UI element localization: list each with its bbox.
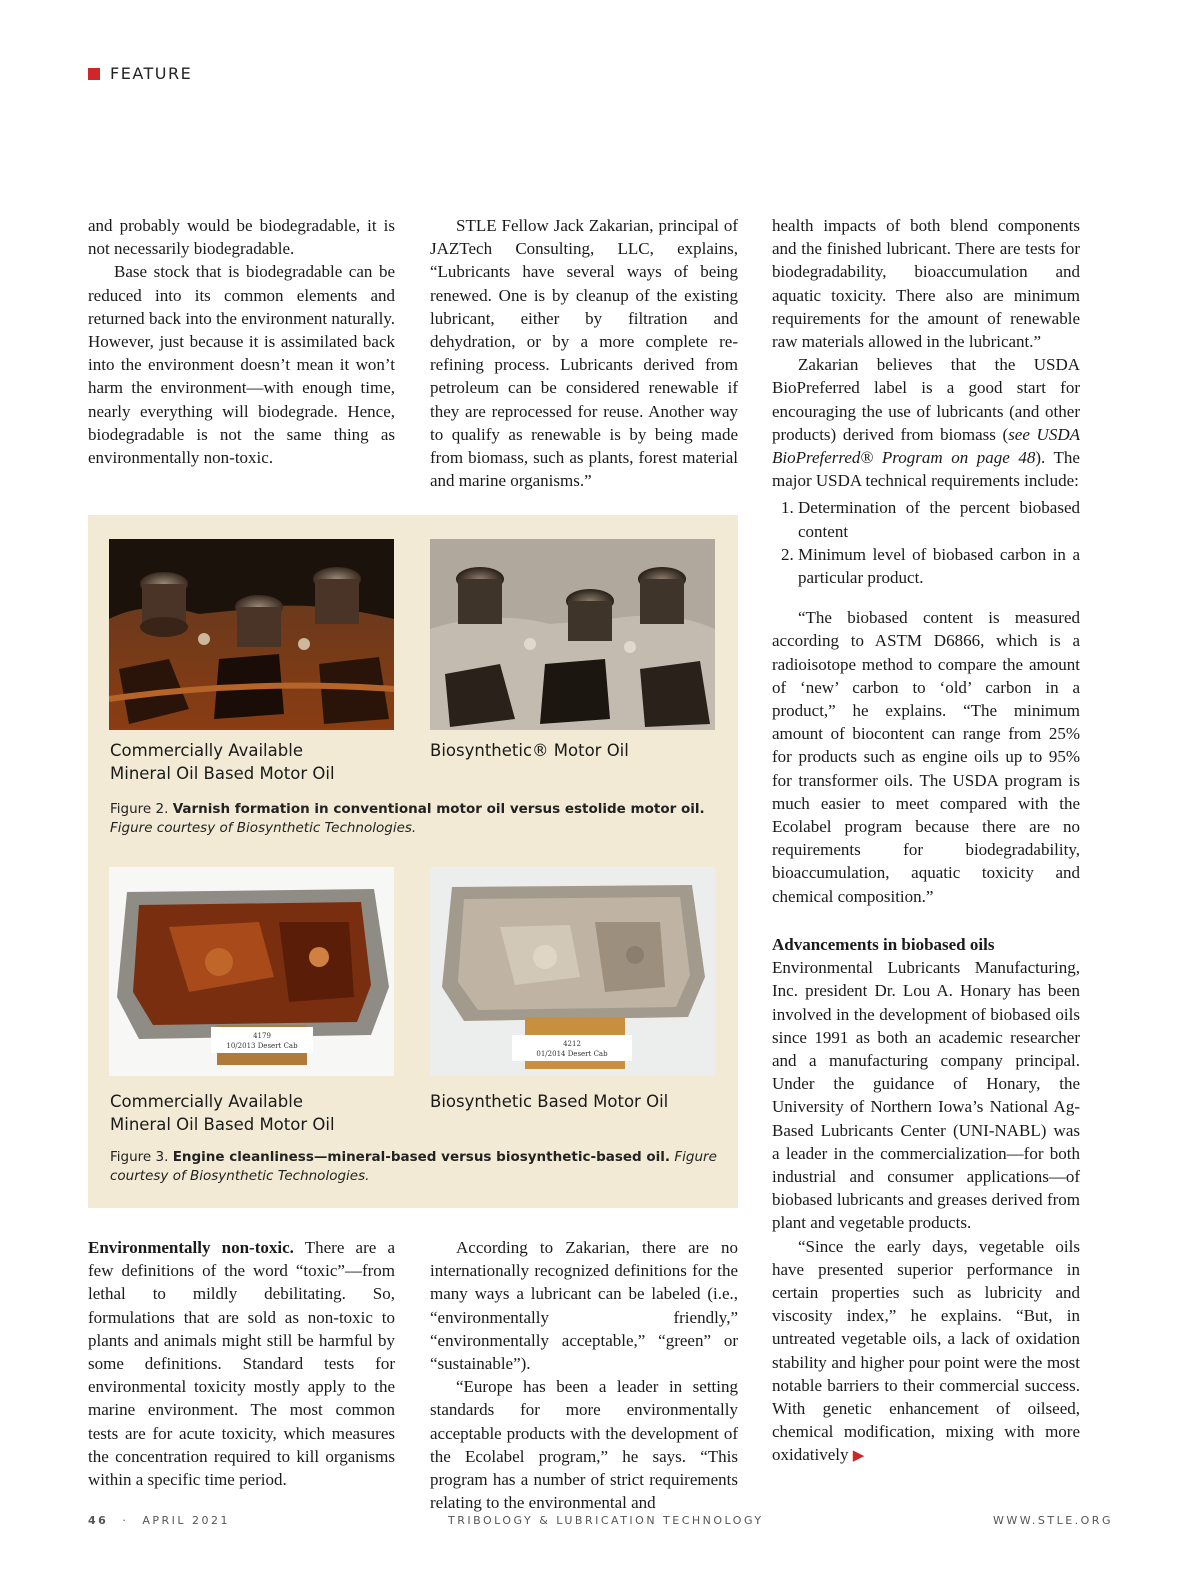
pan-tag-label: 10/2013 Desert Cab — [226, 1042, 298, 1050]
fig2-left-caption: Commercially Available Mineral Oil Based Motor Oil — [110, 741, 335, 783]
column-2-bottom — [430, 1236, 738, 1514]
list-item: 2. Minimum level of biobased carbon in a particular product. — [798, 543, 1080, 589]
text-run: “Since the early days, vegetable oils have presented superior performance in certain properties such as lubricity and viscosity index,” he explains. “But, in untreated vegetable oils, a lack of oxidation stability and higher pour point were the most notable barriers to their commercial success. With genetic enhancement of oilseed, chemical modification, mixing with more oxidatively — [772, 1236, 1080, 1465]
footer-url: WWW.STLE.ORG — [993, 1514, 1113, 1527]
figure-title: Varnish formation in conventional motor oil versus estolide motor oil. — [172, 801, 705, 817]
photo-varnish-mineral — [109, 539, 394, 730]
footer-publication: TRIBOLOGY & LUBRICATION TECHNOLOGY — [448, 1514, 764, 1527]
footer-left — [88, 1514, 230, 1527]
photo-oilpan-mineral — [109, 867, 394, 1076]
paragraph: STLE Fellow Jack Zakarian, principal of JAZTech Consulting, LLC, explains, “Lubricants have several ways of being renewed. One is by cleanup of the existing lubricant, either by filtration and dehydration, or by a more complete re-refining process. Lubricants derived from petroleum can be considered renewable if they are reprocessed for reuse. Another way to qualify as renewable is by being made from biomass, such as plants, forest material and marine organisms.” — [430, 216, 738, 491]
text-run: Zakarian believes that the USDA BioPreferred label is a good start for encouraging the use of lubricants (and other products) derived from biomass ( — [772, 355, 1080, 444]
issue-date: APRIL 2021 — [142, 1514, 230, 1527]
cross-reference: see USDA BioPreferred® Program on page 48 — [772, 424, 1080, 468]
paragraph — [88, 1236, 395, 1491]
continue-arrow-icon: ▶ — [852, 1448, 865, 1465]
paragraph: According to Zakarian, there are no internationally recognized definitions for the many ways a lubricant can be labeled (i.e., “environmentally friendly,” “environmentally acceptable,” “green” or “sustainable”). — [430, 1238, 738, 1374]
figure-credit: Figure courtesy of Biosynthetic Technologies. — [110, 820, 417, 836]
text-run: There are a few definitions of the word “toxic”—from lethal to mildly debilitating. So, formulations that are sold as non-toxic to plants and animals might still be harmful by some definitions. Standard tests for environmental toxicity mostly apply to the marine environment. The most common tests are for acute toxicity, which measures the concentration required to kill organisms within a specific time period. — [88, 1238, 395, 1490]
pan-tag-label: 01/2014 Desert Cab — [536, 1050, 608, 1058]
paragraph: and probably would be biodegradable, it is not necessarily biodegradable. — [88, 216, 395, 259]
fig3-caption — [110, 1148, 720, 1186]
column-3 — [772, 214, 1080, 1469]
pan-tag-number: 4179 — [253, 1032, 271, 1040]
paragraph: Environmental Lubricants Manufacturing, Inc. president Dr. Lou A. Honary has been involved in the development of biobased oils since 1991 as both an academic researcher and a manufacturing company principal. Under the guidance of Honary, the University of Northern Iowa’s National Ag-Based Lubricants Center (UNI-NABL) was a leader in the commercialization—for both industrial and consumer applications—of biobased lubricants and greases derived from plant and vegetable products. — [772, 958, 1080, 1233]
list-item: 1. Determination of the percent biobased content — [798, 496, 1080, 542]
paragraph: Base stock that is biodegradable can be reduced into its common elements and returned back into the environment naturally. However, just because it is assimilated back into the environment doesn’t mean it won’t harm the environment—with enough time, nearly everything will biodegrade. Hence, biodegradable is not the same thing as environmentally non-toxic. — [88, 262, 395, 468]
fig2-right-caption: Biosynthetic® Motor Oil — [430, 741, 629, 760]
photo-oilpan-biosynthetic — [430, 867, 715, 1076]
text-run: ). The major USDA technical requirements include: — [772, 448, 1080, 491]
page-number: 46 — [88, 1514, 109, 1527]
column-2-top — [430, 214, 738, 492]
figure-label: Figure 3. — [110, 1149, 169, 1165]
figure-label: Figure 2. — [110, 801, 169, 817]
fig3-right-caption: Biosynthetic Based Motor Oil — [430, 1092, 669, 1111]
figure-box — [88, 515, 738, 1208]
pan-tag-number: 4212 — [563, 1040, 581, 1048]
figure-title: Engine cleanliness—mineral-based versus biosynthetic-based oil. — [172, 1149, 671, 1165]
run-in-heading: Environmentally non-toxic. — [88, 1238, 294, 1257]
requirements-list — [772, 496, 1080, 589]
fig3-left-caption: Commercially Available Mineral Oil Based Motor Oil — [110, 1092, 335, 1134]
paragraph — [772, 353, 1080, 492]
paragraph: health impacts of both blend components and the finished lubricant. There are tests for biodegradability, bioaccumulation and aquatic toxicity. There also are minimum requirements for the amount of renewable raw materials allowed in the lubricant.” — [772, 216, 1080, 352]
section-marker-icon — [88, 68, 100, 80]
photo-varnish-biosynthetic — [430, 539, 715, 730]
footer-separator: · — [122, 1514, 129, 1527]
paragraph: “The biobased content is measured according to ASTM D6866, which is a radioisotope method to compare the amount of ‘new’ carbon to ‘old’ carbon in a product,” he explains. “The minimum amount of biocontent can range from 25% for products such as engine oils up to 95% for transformer oils. The USDA program is much easier to meet compared with the Ecolabel program because there are no requirements for biodegradability, bioaccumulation, aquatic toxicity and chemical composition.” — [772, 608, 1080, 906]
fig2-caption — [110, 800, 720, 838]
section-label: FEATURE — [110, 64, 193, 83]
paragraph — [772, 1235, 1080, 1469]
column-1-top — [88, 214, 395, 469]
subheading: Advancements in biobased oils — [772, 934, 995, 954]
paragraph: “Europe has been a leader in setting standards for more environmentally acceptable products with the development of the Ecolabel program,” he says. “This program has a number of strict requirements relating to the environmental and — [430, 1377, 738, 1513]
section-header — [88, 64, 192, 83]
column-1-bottom — [88, 1236, 395, 1491]
figure-credit: Figure courtesy of Biosynthetic Technologies. — [110, 1149, 717, 1184]
